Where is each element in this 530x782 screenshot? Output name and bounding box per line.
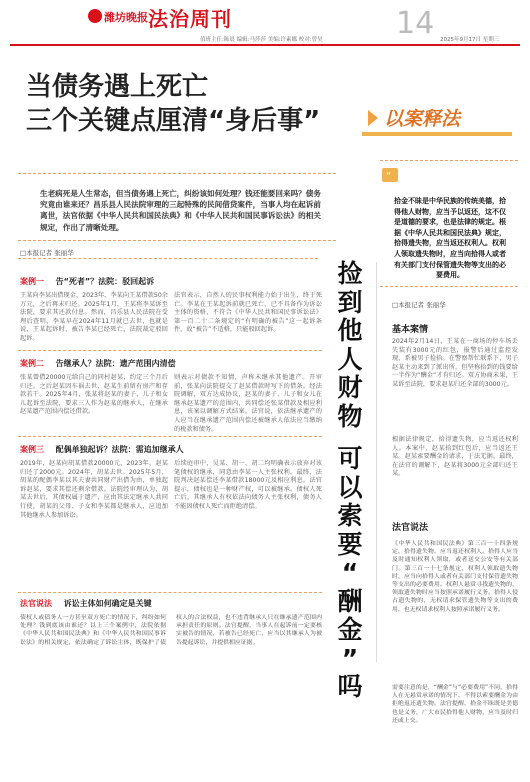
byline-right: □本报记者 张丽华	[392, 301, 446, 309]
vertical-title	[327, 260, 373, 702]
tips-heading	[20, 598, 152, 609]
case-3-text-right: 后续庭审中，吴某、胡一、胡二均明确表示放弃对该笔债权的继承，同意由李某一人主张权利。最终，法院判决赵某偿还李某借款18000元及相应利息。法官提示，债权也是一种财产权，可以被继承。债权人死亡后，其继承人有权依法向债务人主张权利，债务人不能因债权人死亡而拒绝清偿。	[174, 460, 322, 510]
case-2-text-left: 张某曾借20000元给自己的同村赵某，约定三个月后归还。之后赵某因车祸去世，赵某生前留有房产和存款若干。2025年4月，张某将赵某的妻子、儿子和女儿起诉至法院，要求三人作为赵某的继承人，在继承赵某遗产范围内偿还借款。	[20, 374, 168, 416]
vertical-title-char: 他	[337, 316, 363, 345]
case-2-label: 案例二	[20, 359, 44, 368]
case-3-title: 配偶单独起诉？法院：需追加继承人	[55, 445, 184, 454]
tag-underline	[362, 132, 512, 136]
divider	[18, 592, 322, 593]
headline-line-2: 三个关键点厘清“身后事”	[26, 106, 321, 136]
header-divider	[10, 44, 520, 46]
vertical-title-char: 要	[337, 529, 363, 559]
case-1-text-left: 王某向李某出借现金，2023年，李某向王某借款50余万元，之后再未归还。2025年1月，王某将李某诉至法院，要求其还款付息。然而，昌乐县人民法院在受理后查明，李某早在2024年11月就已去世，也就是说，王某起诉时，被告李某已经死亡，法院裁定驳回起诉。	[20, 292, 168, 342]
vertical-title-char: 以	[337, 472, 363, 502]
legal-heading: 法官说法	[392, 523, 429, 533]
vertical-title-char: “	[341, 558, 359, 587]
column-rule	[376, 262, 377, 662]
tips-text: 债权人或债务人一方甚至双方死亡的情况下，纠纷如何处理？钱到底该由谁还？以上三个案例中，法院依据《中华人民共和国民法典》和《中华人民共和国民事诉讼法》的相关规定，依法确定了诉讼主体，既保护了债权人的合法权益，也不违背继承人只在继承遗产范围内承担责任的原则。法官提醒，当事人在起诉前一定要核实被告的情况，若被告已经死亡，应当以其继承人为被告提起诉讼，并提供相应证据。	[20, 615, 322, 646]
case-heading-right: 基本案情	[392, 325, 429, 335]
vertical-title-char: 物	[337, 401, 363, 431]
case-2-text-right: 则表示对债款不知情，声称未继承其他遗产。开审前，张某向法院提交了赵某借款时写下的借条。经法院调解，双方达成协议，赵某的妻子、儿子和女儿在继承赵某遗产的范围内，共同偿还张某借款及相应利息，该案以调解方式结案。法官说，依法继承遗产的人应当在继承遗产范围内偿还被继承人依法应当缴纳的税款和债务。	[174, 374, 322, 433]
vertical-title-char: 索	[337, 501, 363, 530]
side-quote: 拾金不昧是中华民族的传统美德，拾得他人财物，应当予以返还，这不仅是道德的要求，也是法律的规定。根据《中华人民共和国民法典》规定，拾得遗失物，应当返还权利人。权利人领取遗失物时，应当向拾得人或者有关部门支付保管遗失物等支出的必要费用。	[394, 197, 506, 280]
vertical-title-char: 到	[337, 287, 363, 317]
case-1-text-right: 法官表示，自然人的民事权利能力始于出生，终于死亡。李某在王某起诉前就已死亡，已不具备作为诉讼主体的资格，不符合《中华人民共和国民事诉讼法》第一百二十二条规定的“有明确的被告”这一起诉条件，故“被告”不适格，只能驳回起诉。	[174, 292, 322, 334]
svg-text:“: “	[386, 171, 392, 182]
case-3-label: 案例三	[20, 445, 44, 454]
divider	[18, 258, 318, 259]
case-1-heading	[20, 276, 154, 287]
vertical-title-char: 可	[337, 444, 363, 473]
quote-bottom-divider	[380, 286, 518, 287]
case-3-heading	[20, 444, 184, 455]
newspaper-logo-icon	[88, 9, 102, 23]
byline-left: □本报记者 张丽华	[20, 249, 74, 257]
column-tag: 以案释法	[384, 108, 461, 130]
case-3-text-left: 2019年，赵某向胡某借款20000元，2023年，赵某归还了2000元。2024年，胡某去世。2025年5月，胡某的配偶李某以其夫妻共同财产出借为由，单独起诉赵某，要求其偿还剩余借款。法院经审理认为，胡某去世后，其债权属于遗产，应由其法定继承人共同行使，胡某的父母、子女和李某都是继承人，应追加其他继承人参加诉讼。	[20, 460, 168, 519]
case-text-right-2: 根据法律规定，拾得遗失物，应当返还权利人。本案中，赵某拾到红包后，应当返还王某。赵某索要酬金的请求，于法无据。最终，在法官的调解下，赵某将3000元全部归还王某。	[392, 436, 518, 478]
issue-date: 2025年9月17日 星期三	[440, 37, 500, 43]
case-text-right: 2024年2月14日，王某在一商场的停车场丢失装有3000元的红包，报警后通过监控发现，系被男子捡拾。在警察帮忙联系下，男子赵某主动来到了派出所，但坚称拾到的钱要给一半作为“酬金”才肯归还。双方协商未果，王某诉至法院，要求赵某归还全部的3000元。	[392, 338, 518, 388]
newspaper-brand: 潍坊晚报	[104, 11, 148, 24]
vertical-title-char: 吗	[337, 672, 363, 701]
case-2-title: 告继承人？法院：遗产范围内清偿	[55, 359, 176, 368]
divider	[18, 436, 322, 437]
section-title: 法治周刊	[148, 7, 232, 31]
vertical-title-char: ”	[341, 643, 359, 673]
legal-text: 《中华人民共和国民法典》第三百一十四条规定，拾得遗失物，应当返还权利人。拾得人应当及时通知权利人领取，或者送交公安等有关部门。第三百一十七条规定，权利人领取遗失物时，应当向拾得人或者有关部门支付保管遗失物等支出的必要费用。权利人悬赏寻找遗失物的，领取遗失物时应当按照承诺履行义务。拾得人侵占遗失物的，无权请求保管遗失物等支出的费用，也无权请求权利人按照承诺履行义务。	[392, 541, 518, 613]
vertical-title-char: 酬	[337, 586, 363, 616]
headline-line-1: 当债务遇上死亡	[26, 72, 209, 102]
case-2-heading	[20, 358, 176, 369]
divider	[18, 350, 322, 351]
vertical-title-char: 人	[337, 344, 363, 374]
case-1-label: 案例一	[20, 277, 44, 286]
vertical-title-gap	[327, 431, 373, 445]
arrow-icon	[366, 108, 380, 128]
tips-title: 诉讼主体如何确定是关键	[63, 599, 152, 608]
main-headline	[26, 70, 320, 138]
intro-text: 生老病死是人生常态，但当债务遇上死亡，纠纷该如何处理？钱还能要回来吗？债务究竟由谁来还？昌乐县人民法院审理的三起特殊的民间借贷案件，当事人均在起诉前离世，法官依据《中华人民共和国民法典》和《中华人民共和国民事诉讼法》的相关规定，作出了清晰处理。	[40, 189, 321, 232]
tips-label: 法官说法	[20, 599, 52, 608]
page-number: 14	[396, 6, 435, 41]
vertical-title-char: 捡	[337, 259, 363, 288]
editor-credits: 值班主任:陈晨 编辑:马莎莎 美编:许素娜 校对:曾昊	[200, 37, 323, 43]
quote-top-divider	[380, 160, 518, 161]
vertical-title-char: 财	[337, 373, 363, 402]
case-1-title: 告“死者”？法院：驳回起诉	[55, 277, 155, 286]
legal-text-2: 需要注意的是，“酬金”与“必要费用”不同，拾得人在无悬赏承诺的情况下，不得以索要酬金为由拒绝返还遗失物。法官提醒，拾金不昧既是美德也是义务，广大市民拾得他人财物，应当及时归还或上交。	[392, 685, 518, 724]
quote-icon	[382, 168, 398, 182]
vertical-title-char: 金	[337, 615, 363, 644]
